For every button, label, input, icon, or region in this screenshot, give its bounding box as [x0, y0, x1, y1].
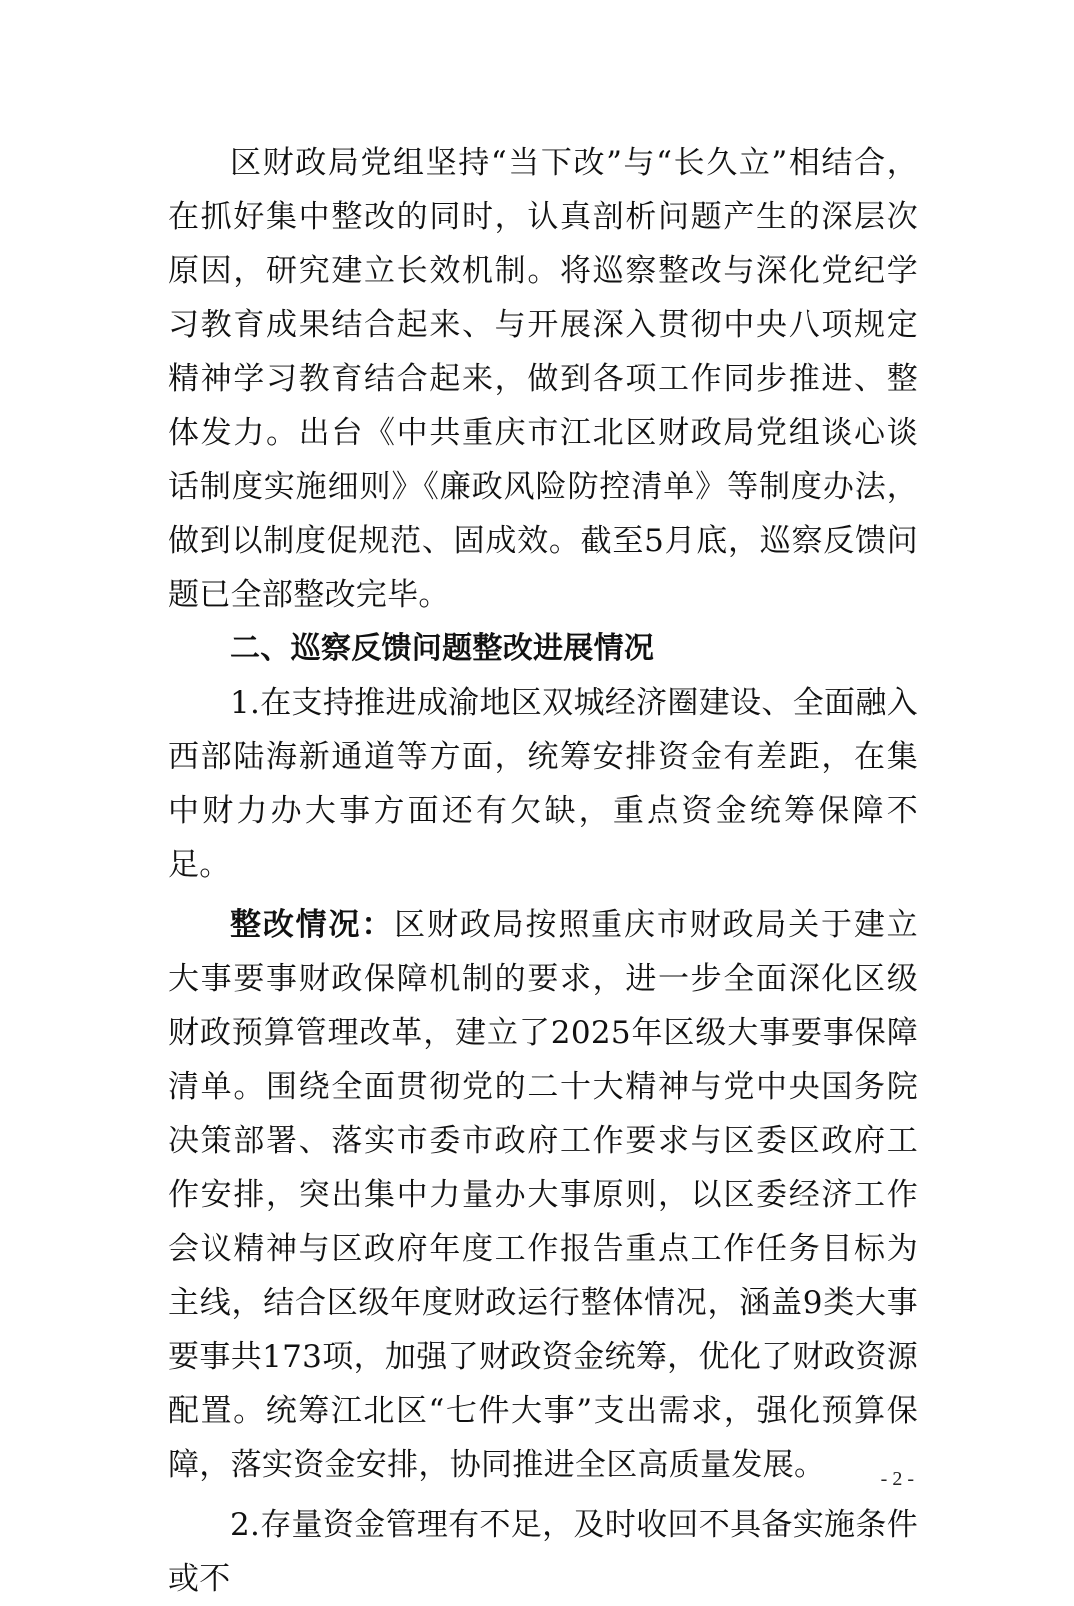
- issue-2-paragraph: 2.存量资金管理有不足，及时收回不具备实施条件或不: [168, 1507, 918, 1597]
- page-number: - 2 -: [880, 1468, 914, 1490]
- intro-paragraph: 区财政局党组坚持“当下改”与“长久立”相结合，在抓好集中整改的同时，认真剖析问题产生的深层次原因，研究建立长效机制。将巡察整改与深化党纪学习教育成果结合起来、与开展深入贯彻中央八项规定精神学习教育结合起来，做到各项工作同步推进、整体发力。出台《中共重庆市江北区财政局党组谈心谈话制度实施细则》《廉政风险防控清单》等制度办法，做到以制度促规范、固成效。截至5月底，巡察反馈问题已全部整改完毕。: [168, 145, 918, 613]
- rectification-paragraph: [168, 898, 918, 1492]
- rectification-label: 整改情况：: [230, 907, 395, 943]
- rectification-text: 区财政局按照重庆市财政局关于建立大事要事财政保障机制的要求，进一步全面深化区级财政预算管理改革，建立了2025年区级大事要事保障清单。围绕全面贯彻党的二十大精神与党中央国务院决策部署、落实市委市政府工作要求与区委区政府工作安排，突出集中力量办大事原则，以区委经济工作会议精神与区政府年度工作报告重点工作任务目标为主线，结合区级年度财政运行整体情况，涵盖9类大事要事共173项，加强了财政资金统筹，优化了财政资源配置。统筹江北区“七件大事”支出需求，强化预算保障，落实资金安排，协同推进全区高质量发展。: [168, 907, 918, 1483]
- document-body: [168, 136, 918, 1606]
- section-heading: 二、巡察反馈问题整改进展情况: [230, 631, 655, 666]
- issue-1-paragraph: 1.在支持推进成渝地区双城经济圈建设、全面融入西部陆海新通道等方面，统筹安排资金有差距，在集中财力办大事方面还有欠缺，重点资金统筹保障不足。: [168, 685, 918, 883]
